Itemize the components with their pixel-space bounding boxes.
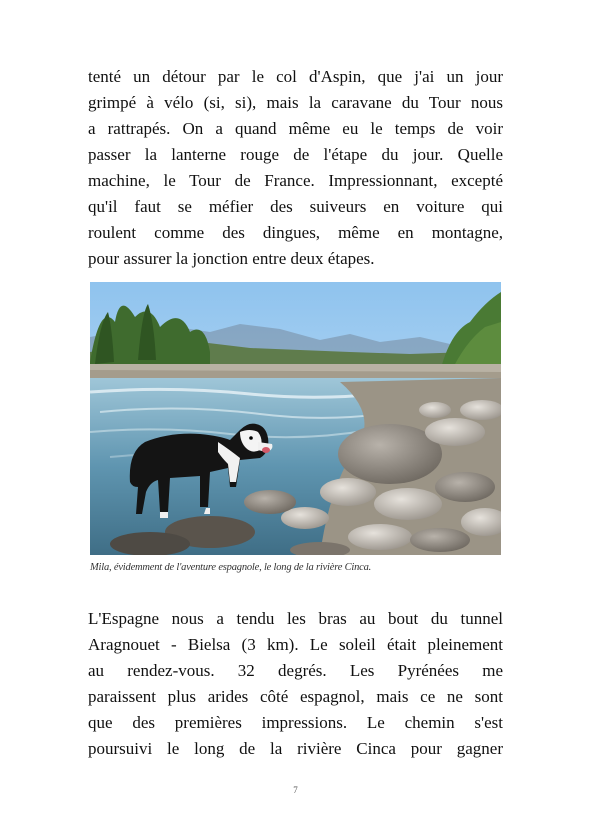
paragraph-2 xyxy=(88,606,503,762)
text-line: machine, le Tour de France. Impressionnant, excepté xyxy=(88,171,503,190)
text-line: au rendez-vous. 32 degrés. Les Pyrénées me xyxy=(88,661,503,680)
text-line: roulent comme des dingues, même en montagne, xyxy=(88,223,503,242)
text-line: qu'il faut se méfier des suiveurs en voiture qui xyxy=(88,197,503,216)
text-line: L'Espagne nous a tendu les bras au bout du tunnel xyxy=(88,609,503,628)
text-line: poursuivi le long de la rivière Cinca pour gagner xyxy=(88,739,503,758)
river-dog-photo xyxy=(90,282,501,555)
text-line: Aragnouet - Bielsa (3 km). Le soleil était pleinement xyxy=(88,635,503,654)
text-line: grimpé à vélo (si, si), mais la caravane du Tour nous xyxy=(88,93,503,112)
text-line: que des premières impressions. Le chemin s'est xyxy=(88,713,503,732)
text-line: a rattrapés. On a quand même eu le temps de voir xyxy=(88,119,503,138)
paragraph-1 xyxy=(88,64,503,272)
page-number: 7 xyxy=(293,785,298,795)
text-line: paraissent plus arides côté espagnol, mais ce ne sont xyxy=(88,687,503,706)
text-line: passer la lanterne rouge de l'étape du jour. Quelle xyxy=(88,145,503,164)
photo-caption: Mila, évidemment de l'aventure espagnole, le long de la rivière Cinca. xyxy=(90,562,372,573)
text-line: tenté un détour par le col d'Aspin, que j'ai un jour xyxy=(88,67,503,86)
text-line: pour assurer la jonction entre deux étapes. xyxy=(88,249,375,268)
